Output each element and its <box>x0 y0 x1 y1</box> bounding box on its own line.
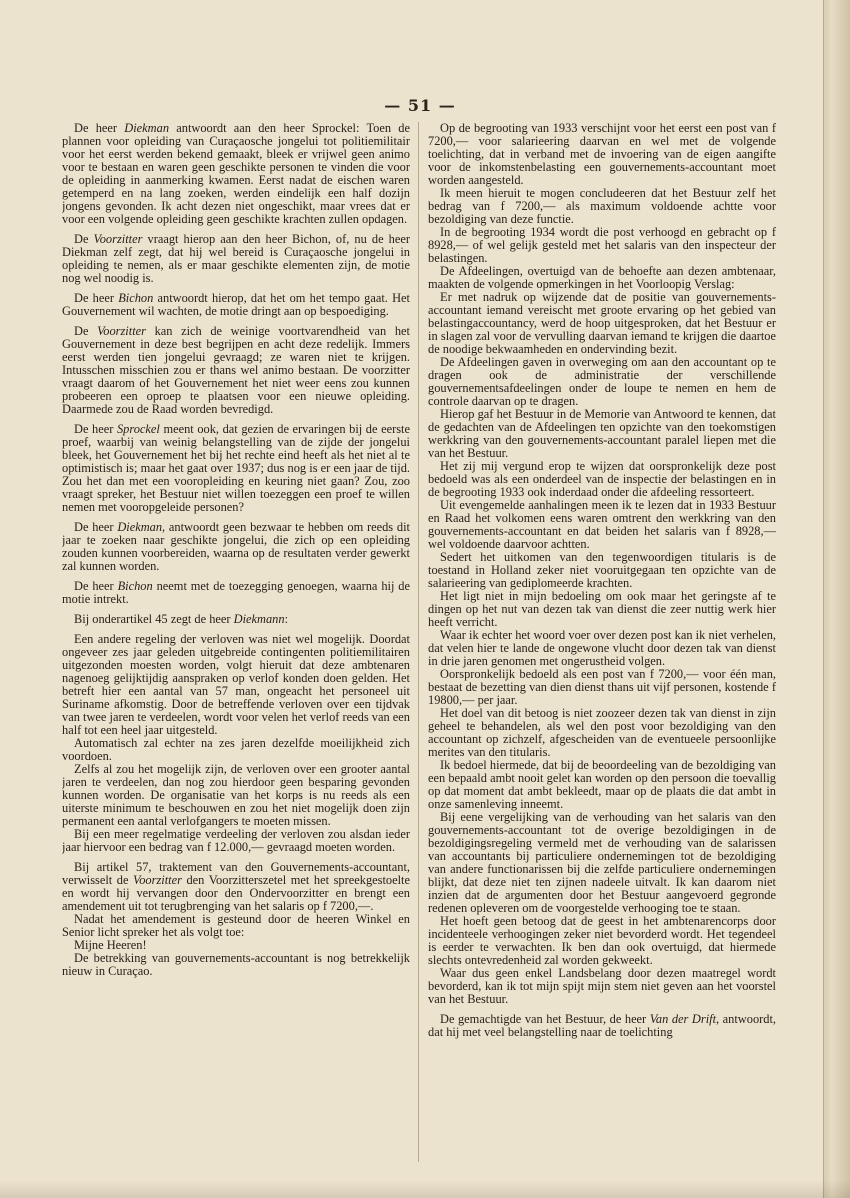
paragraph <box>428 408 776 460</box>
paragraph-text: Het ligt niet in mijn bedoeling om ook maar het geringste af te dingen op het nut van dezen tak van dienst die zeer nuttig werk hier heeft verricht. <box>428 589 776 629</box>
paragraph-text: : <box>284 612 289 626</box>
paragraph-text: Oorspronkelijk bedoeld als een post van f 7200,— voor één man, bestaat de bezetting van dien dienst thans uit vijf personen, kostende f 19800,— per jaar. <box>428 667 776 707</box>
paragraph-text: In de begrooting 1934 wordt die post verhoogd en gebracht op f 8928,— of wel gelijk gesteld met het salaris van den inspecteur der belastingen. <box>428 225 776 265</box>
paragraph <box>428 759 776 811</box>
speaker-name: Bichon <box>117 579 153 593</box>
page-number: — 51 — <box>384 96 456 115</box>
paragraph <box>428 499 776 551</box>
paragraph <box>428 811 776 915</box>
paragraph <box>428 629 776 668</box>
paragraph-text: antwoordt geen bezwaar te hebben om reeds dit jaar te zoeken naar geschikte jongelui, die zich op een opleiding zouden kunnen voorbereiden, waarna op de resultaten verder gewerkt zal kunnen worden. <box>62 520 410 573</box>
paragraph <box>428 967 776 1006</box>
paragraph <box>62 952 410 978</box>
paragraph-text: De heer <box>74 122 125 135</box>
paragraph-text: Bij een meer regelmatige verdeeling der verloven zou alsdan ieder jaar hiervoor een bedrag van f 12.000,— gevraagd moeten worden. <box>62 827 410 854</box>
paragraph-text: meent ook, dat gezien de ervaringen bij de eerste proef, waarbij van weinig belangstelling van de zijde der jongelui bleek, het Gouvernement het bij het rechte eind heeft als het niet al te optimistisch is; maar het gaat over 1937; dus nog is er een jaar de tijd. Zou het dan met een vooropleiding en keuring niet gaan? Zou, zoo vraagt spreker, het Bestuur niet willen toezeggen een proef te willen nemen met vooropgeleide personen? <box>62 422 410 514</box>
page-shadow <box>0 1180 850 1198</box>
paragraph <box>62 423 410 514</box>
paragraph <box>62 828 410 854</box>
paragraph <box>428 915 776 967</box>
paragraph-text: De <box>74 232 94 246</box>
right-column <box>428 122 776 1162</box>
paragraph <box>62 292 410 318</box>
paragraph-text: Uit evengemelde aanhalingen meen ik te lezen dat in 1933 Bestuur en Raad het volkomen eens waren omtrent den werkkring van den gouvernements-accountant en dat beiden het salaris van f 8928,— wel voldoende daarvoor achtten. <box>428 498 776 551</box>
paragraph-text: Bij artikel 57, traktement van den Gouvernements-accountant, verwisselt de <box>62 860 410 887</box>
paragraph-text: Mijne Heeren! <box>74 938 147 952</box>
paragraph-text: Sedert het uitkomen van den tegenwoordigen titularis is de toestand in Holland zeker niet vooruitgegaan ten opzichte van de salarieering van gediplomeerde krachten. <box>428 550 776 590</box>
paragraph <box>428 187 776 226</box>
paragraph-text: De <box>74 324 98 338</box>
paragraph-text: De heer <box>74 422 117 436</box>
paragraph-text: De gemachtigde van het Bestuur, de heer <box>440 1012 650 1026</box>
paragraph-text: Bij eene vergelijking van de verhouding van het salaris van den gouvernements-accountant tot de overige bezoldigingen in de bezoldigingsregeling vermeld met de verhouding van de salarissen van accountants bij particuliere ondernemingen tot de bezoldiging van andere functionarissen bij die zelfde particuliere ondernemingen blijkt, dat deze niet ten zijnen nadeele uitvalt. Ik kan daarom niet inzien dat de argumenten door het Bestuur aangevoerd gegronde redenen opleveren om de voorgestelde verhooging toe te staan. <box>428 810 776 915</box>
speaker-name: Bichon <box>118 291 154 305</box>
paragraph <box>428 590 776 629</box>
paragraph-text: De heer <box>74 520 118 534</box>
paragraph-text: Ik meen hieruit te mogen concludeeren dat het Bestuur zelf het bedrag van f 7200,— als maximum voldoende achtte voor bezoldiging van deze functie. <box>428 186 776 226</box>
paragraph-text: Ik bedoel hiermede, dat bij de beoordeeling van de bezoldiging van een bepaald ambt nooit gelet kan worden op den persoon die toevallig op dat moment dat ambt bekleedt, maar op de plaats die dat ambt in onze samenleving inneemt. <box>428 758 776 811</box>
paragraph-text: Op de begrooting van 1933 verschijnt voor het eerst een post van f 7200,— voor salarieering daarvan en wel met de volgende toelichting, dat in verband met de invoering van de eigen aangifte voor de inkomstenbelasting een gouvernements-accountant moet worden aangesteld. <box>428 122 776 187</box>
paragraph-text: Het zij mij vergund erop te wijzen dat oorspronkelijk deze post bedoeld was als een onderdeel van de inspectie der belastingen en in de begrooting 1933 ook inderdaad onder die afdeeling ressorteert. <box>428 459 776 499</box>
paragraph-text: De heer <box>74 291 119 305</box>
paragraph <box>428 707 776 759</box>
speaker-name: Sprockel <box>116 422 160 436</box>
paragraph <box>62 913 410 939</box>
speaker-name: Diekmann <box>233 612 285 626</box>
paragraph <box>62 580 410 606</box>
speaker-name: Voorzitter <box>93 232 143 246</box>
paragraph <box>428 668 776 707</box>
paragraph-text: Bij onderartikel 45 zegt de heer <box>74 612 234 626</box>
paragraph-text: antwoordt aan den heer Sprockel: Toen de plannen voor opleiding van Curaçaosche jongelui tot politiemilitair voor het eerst werden bekend gemaakt, bleek er vrijwel geen animo voor te bestaan en waren geen geschikte personen te vinden die voor de opleiding in aanmerking kwamen. Eerst nadat de eischen waren getemperd en na lang zoeken, werden eindelijk een half dozijn jongens gevonden. Ik acht dezen niet ongeschikt, maar vrees dat er voor een volgende opleiding geen geschikte krachten zullen opdagen. <box>62 122 410 226</box>
paragraph-text: Waar ik echter het woord voer over dezen post kan ik niet verhelen, dat velen hier te lande de ongewone vlucht door dezen tak van dienst in drie jaren genomen met ongerustheid volgen. <box>428 628 776 668</box>
paragraph <box>62 763 410 828</box>
paragraph <box>62 521 410 573</box>
paragraph-text: vraagt hierop aan den heer Bichon, of, nu de heer Diekman zelf zegt, dat hij wel bereid is Curaçaosche jongelui in opleiding te nemen, als er maar geschikte elementen zijn, de motie nog wel noodig is. <box>62 232 410 285</box>
paragraph-text: De heer <box>74 579 118 593</box>
paragraph <box>62 325 410 416</box>
paragraph-text: Nadat het amendement is gesteund door de heeren Winkel en Senior licht spreker het als volgt toe: <box>62 912 410 939</box>
paragraph <box>62 233 410 285</box>
paragraph-text: antwoordt hierop, dat het om het tempo gaat. Het Gouvernement wil wachten, de motie dringt aan op bespoediging. <box>62 291 410 318</box>
paragraph-text: Het hoeft geen betoog dat de geest in het ambtenarencorps door incidenteele verhoogingen zeker niet bevorderd wordt. Het tegendeel is eerder te verwachten. Ik ben dan ook overtuigd, dat hiermede slechts ontevredenheid zal worden gekweekt. <box>428 914 776 967</box>
paragraph <box>62 122 410 226</box>
paragraph-text: Hierop gaf het Bestuur in de Memorie van Antwoord te kennen, dat de gedachten van de Afdeelingen ten opzichte van den toekomstigen werkkring van den gouvernements-accountant paralel liepen met die van het Bestuur. <box>428 407 776 460</box>
paragraph <box>428 226 776 265</box>
paragraph <box>428 265 776 291</box>
paragraph <box>428 460 776 499</box>
paragraph-text: Zelfs al zou het mogelijk zijn, de verloven over een grooter aantal jaren te verdeelen, dan nog zou hierdoor geen besparing gevonden kunnen worden. De organisatie van het korps is nu reeds als een uiterste minimum te beschouwen en zou het niet mogelijk doen zijn permanent een aantal verlofgangers te moeten missen. <box>62 762 410 828</box>
paragraph-text: De betrekking van gouvernements-accountant is nog betrekkelijk nieuw in Curaçao. <box>62 951 410 978</box>
paragraph <box>428 356 776 408</box>
speaker-name: Diekman, <box>117 520 166 534</box>
paragraph-text: De Afdeelingen, overtuigd van de behoefte aan dezen ambtenaar, maakten de volgende opmerkingen in het Voorloopig Verslag: <box>428 264 776 291</box>
paragraph <box>428 291 776 356</box>
paragraph-text: De Afdeelingen gaven in overweging om aan den accountant op te dragen ook de administratie der verschillende gouvernementsafdeelingen onder de loupe te nemen en hem de controle daarvan op te dragen. <box>428 355 776 408</box>
paragraph <box>62 737 410 763</box>
paragraph-text: Waar dus geen enkel Landsbelang door dezen maatregel wordt bevorderd, kan ik tot mijn spijt mijn stem niet geven aan het voorstel van het Bestuur. <box>428 966 776 1006</box>
paragraph-text: den Voorzitterszetel met het spreekgestoelte en wordt hij vervangen door den Ondervoorzitter en brengt een amendement uit tot terugbrenging van het salaris op f 7200,—. <box>62 873 410 913</box>
paragraph <box>62 613 410 626</box>
paragraph <box>62 633 410 737</box>
paragraph <box>62 861 410 913</box>
speaker-name: Voorzitter <box>133 873 182 887</box>
speaker-name: Van der Drift, <box>649 1012 720 1026</box>
paragraph-text: Automatisch zal echter na zes jaren dezelfde moeilijkheid zich voordoen. <box>62 736 410 763</box>
paragraph-text: antwoordt, dat hij met veel belangstelling naar de toelichting <box>428 1012 776 1039</box>
paragraph <box>428 551 776 590</box>
page-spine <box>823 0 850 1198</box>
paragraph-text: Het doel van dit betoog is niet zoozeer dezen tak van dienst in zijn geheel te behandelen, als wel den post voor bezoldiging van den accountant op zichzelf, afgescheiden van de eventueele persoonlijke merites van den titularis. <box>428 706 776 759</box>
speaker-name: Diekman <box>124 122 170 135</box>
paragraph <box>428 122 776 187</box>
speaker-name: Voorzitter <box>97 324 146 338</box>
left-column <box>62 122 410 1162</box>
paragraph-text: neemt met de toezegging genoegen, waarna hij de motie intrekt. <box>62 579 410 606</box>
paragraph-text: kan zich de weinige voortvarendheid van het Gouvernement in deze best begrijpen en acht deze redelijk. Immers eerst werden tien jongelui gevraagd; ze waren niet te krijgen. Intusschen misschien zou er thans wel animo bestaan. De voorzitter vraagt daarom of het Gouvernement het niet weer eens zou kunnen probeeren een oproep te plaatsen voor een nieuwe opleiding. Daarmede zou de Raad worden bevredigd. <box>62 324 410 416</box>
paragraph-text: Er met nadruk op wijzende dat de positie van gouvernements-accountant iemand vereischt met groote ervaring op het gebied van belastingaccountancy, werd de hoop uitgesproken, dat het Bestuur er in slagen zal voor de vervulling daarvan iemand te krijgen die daartoe de noodige bekwaamheden en ondervinding bezit. <box>428 290 776 356</box>
column-divider <box>418 122 419 1162</box>
paragraph <box>428 1013 776 1039</box>
paragraph-text: Een andere regeling der verloven was niet wel mogelijk. Doordat ongeveer zes jaar geleden uitgebreide contingenten politiemilitairen uitgezonden moesten worden, volgt hieruit dat deze ambtenaren nagenoeg gelijktijdig aanspraken op verlof konden doen gelden. Het betreft hier een aantal van 57 man, ongeacht het personeel uit Suriname afkomstig. Door de betreffende verloven over een tijdvak van twee jaren te verdeelen, wordt voor velen het verlof reeds van een half tot een heel jaar uitgesteld. <box>62 632 410 737</box>
